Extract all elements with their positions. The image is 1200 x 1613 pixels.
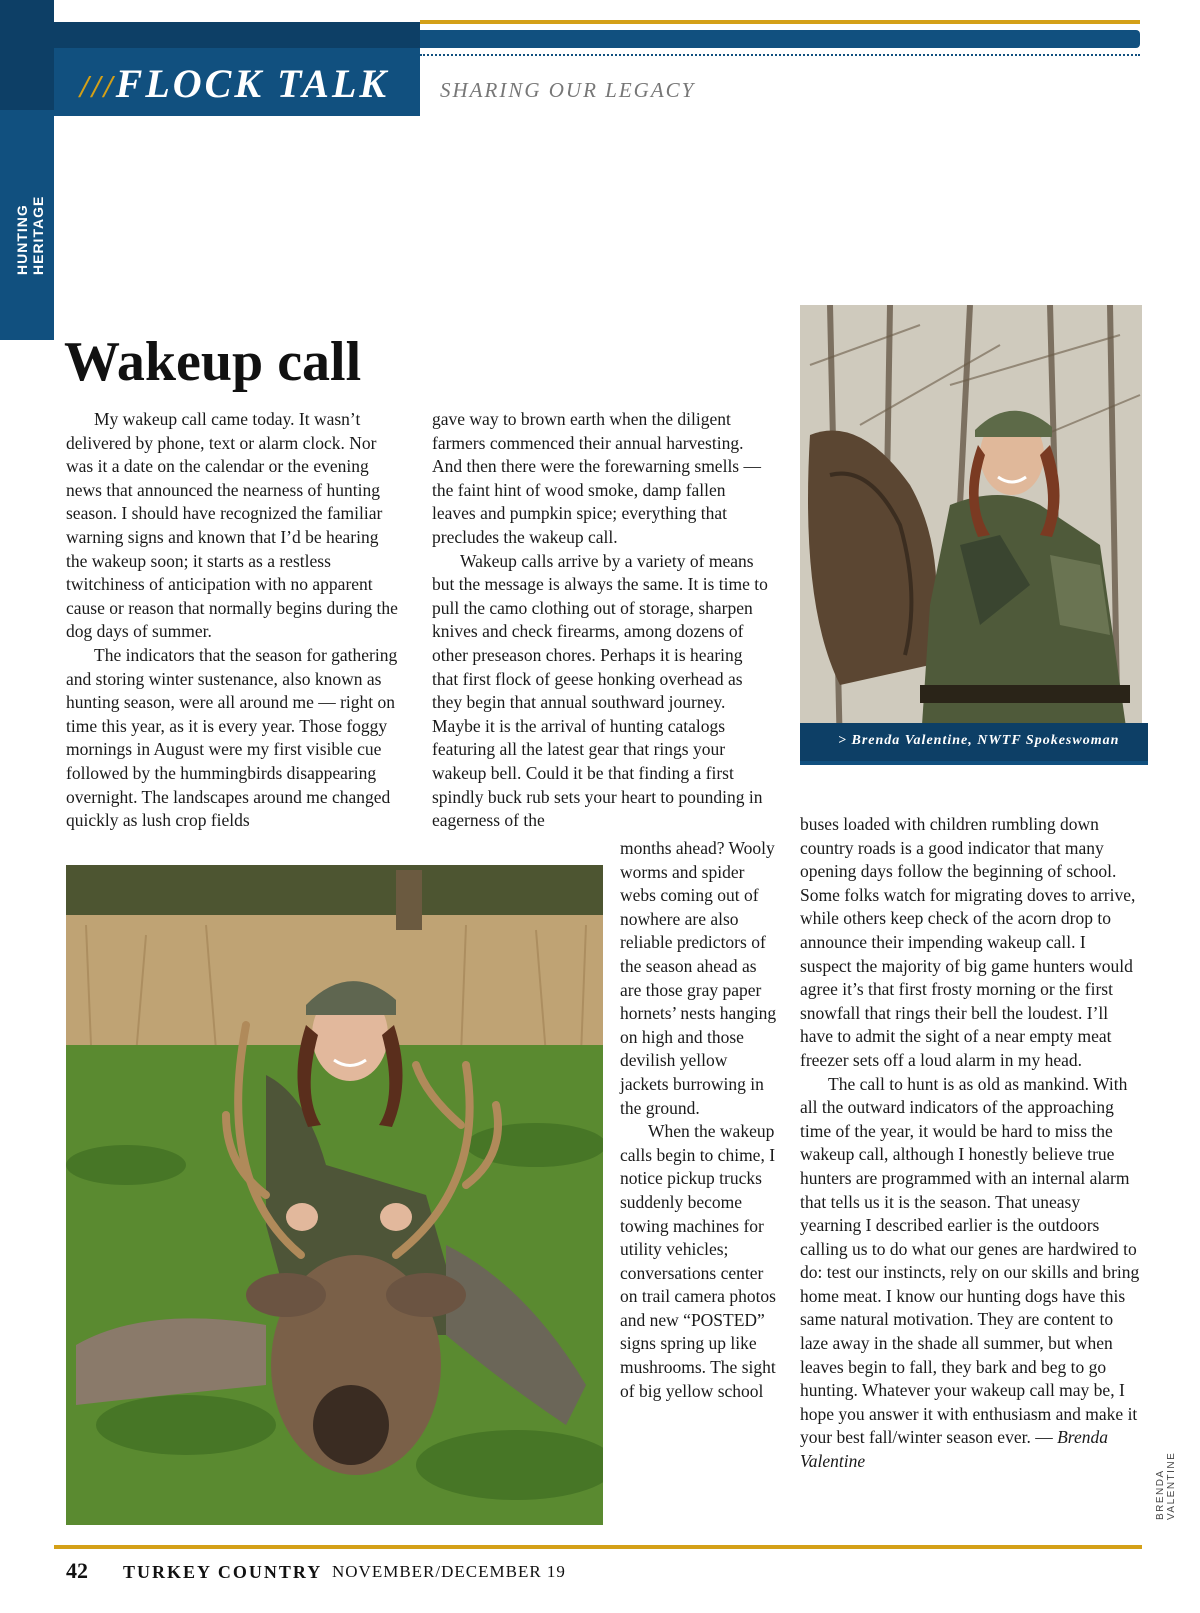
- column-title: [80, 60, 389, 107]
- turkey-hunter-photo: [800, 305, 1142, 755]
- paragraph: My wakeup call came today. It wasn’t delivered by phone, text or alarm clock. Nor was it a date on the calendar or the evening news that announced the nearness of hunting season. I should have recognized the familiar warning signs and known that I’d be hearing the wakeup soon; it starts as a restless twitchiness of anticipation with no apparent cause or reason that normally begins during the dog days of summer.: [66, 409, 398, 642]
- photo-caption: > Brenda Valentine, NWTF Spokeswoman: [838, 733, 1120, 748]
- article-column-2: [432, 408, 772, 833]
- deer-hunter-photo: [66, 865, 603, 1525]
- column-subtitle: SHARING OUR LEGACY: [440, 78, 696, 102]
- paragraph-final: [800, 1073, 1140, 1474]
- article-column-1: [66, 408, 404, 833]
- header-dotted-rule: [420, 54, 1140, 56]
- author-byline: Brenda Valentine: [800, 1427, 1108, 1472]
- paragraph: months ahead? Wooly worms and spider webs coming out of nowhere are also reliable predictors of the season ahead as are those gray paper hornets’ nests hanging on high and those devilish yellow jackets burrowing in the ground.: [620, 838, 777, 1118]
- paragraph: When the wakeup calls begin to chime, I notice pickup trucks suddenly become towing machines for utility vehicles; conversations center on trail camera photos and new “POSTED” signs spring up like mushrooms. The sight of big yellow school: [620, 1121, 776, 1401]
- paragraph: gave way to brown earth when the diligent farmers commenced their annual harvesting. And then there were the forewarning smells — the faint hint of wood smoke, damp fallen leaves and pumpkin spice; everything that precludes the wakeup call.: [432, 409, 761, 547]
- column-title-text: FLOCK TALK: [115, 61, 390, 106]
- paragraph: The indicators that the season for gathering and storing winter sustenance, also known as hunting season, were all around me — right on time this year, as it is every year. Those foggy mornings in August were my first visible cue followed by the hummingbirds disappearing overnight. The landscapes around me changed quickly as lush crop fields: [66, 644, 398, 831]
- paragraph: Wakeup calls arrive by a variety of means but the message is always the same. It is time to pull the camo clothing out of storage, sharpen knives and check firearms, among dozens of other preseason chores. Perhaps it is hearing that first flock of geese honking overhead as they begin that annual southward journey. Maybe it is the arrival of hunting catalogs featuring all the latest gear that rings your wakeup bell. Could it be that finding a first spindly buck rub sets your heart to pounding in eagerness of the: [432, 550, 768, 831]
- section-label: HUNTING HERITAGE: [14, 195, 46, 275]
- article-headline: Wakeup call: [64, 331, 362, 393]
- column-header-box: [54, 48, 420, 116]
- gold-rule-top: [420, 20, 1140, 24]
- article-column-3: [800, 813, 1140, 1474]
- gold-rule-bottom: [54, 1545, 1142, 1549]
- photo-caption-bar: [800, 723, 1148, 765]
- header-top-bar: [54, 22, 420, 48]
- article-column-2-continued: [620, 837, 780, 1403]
- page-number: 42: [66, 1558, 88, 1583]
- turkey-photo-illustration: [800, 305, 1142, 755]
- issue-date: NOVEMBER/DECEMBER 19: [332, 1562, 566, 1581]
- paragraph: buses loaded with children rumbling down country roads is a good indicator that many opening days follow the beginning of school. Some folks watch for migrating doves to arrive, while others keep check of the acorn drop to announce their impending wakeup call. I suspect the majority of big game hunters would agree it’s that first frosty morning or the first snowfall that rings their bell the loudest. I’ll have to admit the sight of a near empty meat freezer sets off a loud alarm in my head.: [800, 814, 1136, 1070]
- title-slashes: ///: [80, 68, 116, 104]
- paragraph-text: The call to hunt is as old as mankind. With all the outward indicators of the approaching time of the year, it would be hard to miss the wakeup call, although I honestly believe true hunters are programmed with an internal alarm that tells us it is the season. That uneasy yearning I described earlier is the outdoors calling us to do what our genes are hardwired to do: test our instincts, rely on our skills and bring home meat. I know our hunting dogs have this same natural motivation. They are content to laze away in the shade all summer, but when leaves begin to fall, they bark and beg to go hunting. Whatever your wakeup call may be, I hope you answer it with enthusiasm and make it your best fall/winter season ever. —: [800, 1073, 1140, 1448]
- magazine-name: TURKEY COUNTRY: [123, 1562, 323, 1582]
- deer-photo-illustration: [66, 865, 603, 1525]
- header-blue-bar: [420, 30, 1140, 48]
- photo-credit: BRENDA VALENTINE: [1155, 1451, 1177, 1520]
